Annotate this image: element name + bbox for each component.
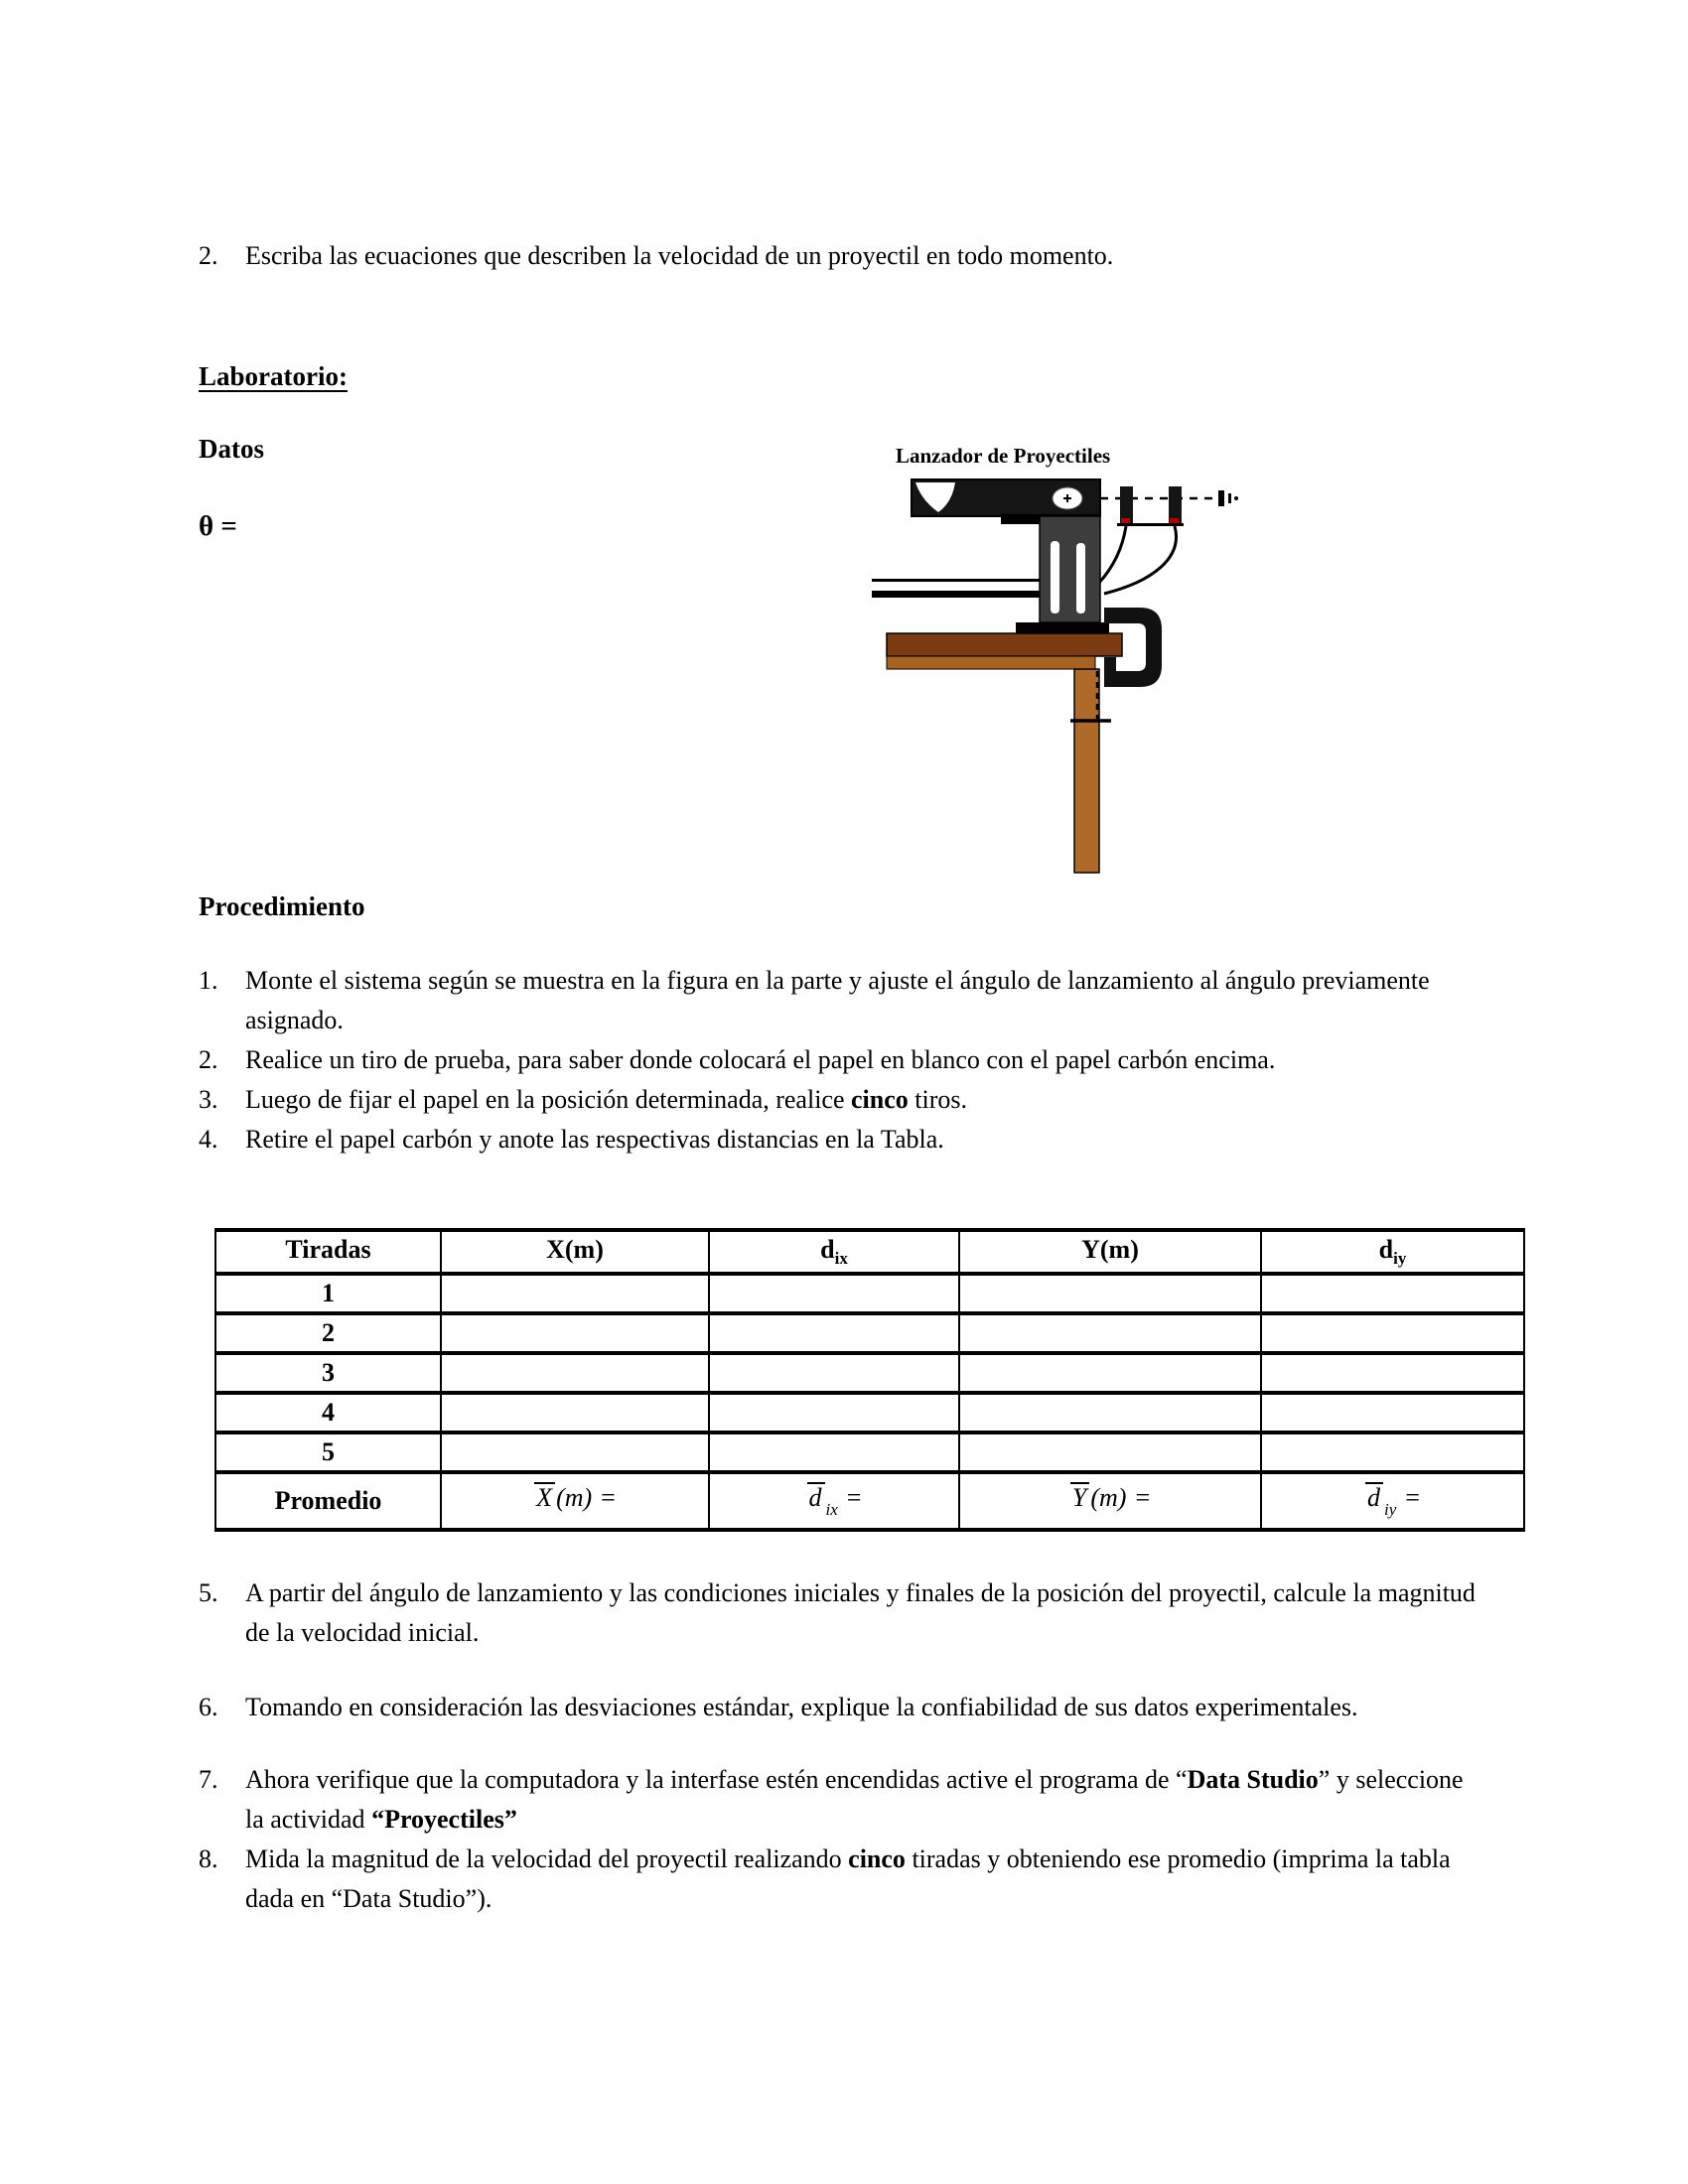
item-text: A partir del ángulo de lanzamiento y las condiciones iniciales y finales de la posición del proyectil, calcule la magnitud de la velocidad inicial.: [245, 1578, 1476, 1647]
analysis-list: [199, 1573, 1484, 1919]
list-item: [199, 1760, 1484, 1840]
support-bracket: [1040, 516, 1100, 622]
list-item: [199, 1573, 1484, 1653]
table-leg: [1074, 669, 1099, 873]
base-plate: [1016, 622, 1109, 633]
table-row-promedio: [215, 1472, 1524, 1530]
item-number: 2.: [199, 1045, 218, 1074]
empty-cell: [441, 1433, 709, 1472]
section-heading-procedimiento: Procedimiento: [199, 891, 365, 921]
list-item: [199, 1080, 1484, 1120]
empty-cell: [959, 1313, 1261, 1353]
formula-cell-diy-mean: d $_{iy}$ =: [1261, 1472, 1524, 1530]
table-row: [215, 1274, 1524, 1313]
empty-cell: [709, 1393, 959, 1433]
row-label: 2: [215, 1313, 441, 1353]
empty-cell: [709, 1433, 959, 1472]
row-label: 3: [215, 1353, 441, 1393]
photogate-wires: [1098, 526, 1177, 594]
item-text: Luego de fijar el papel en la posición determinada, realice cinco tiros.: [245, 1085, 967, 1114]
figure-caption: Lanzador de Proyectiles: [896, 444, 1111, 468]
item-number: 1.: [199, 966, 218, 995]
item-text: Retire el papel carbón y anote las respectivas distancias en la Tabla.: [245, 1125, 944, 1154]
launcher-figure: [864, 444, 1256, 881]
section-heading-laboratorio: Laboratorio:: [199, 361, 348, 391]
empty-cell: [1261, 1393, 1524, 1433]
row-label: 4: [215, 1393, 441, 1433]
empty-cell: [1261, 1274, 1524, 1313]
projectile-icon: [1218, 490, 1238, 506]
item-number: 4.: [199, 1125, 218, 1154]
empty-cell: [959, 1393, 1261, 1433]
formula-cell-ymean: Y (m) =: [959, 1472, 1261, 1530]
empty-cell: [441, 1313, 709, 1353]
table-header-row: [215, 1230, 1524, 1274]
procedure-list: [199, 961, 1484, 1160]
empty-cell: [959, 1353, 1261, 1393]
column-header-tiradas: Tiradas: [215, 1230, 441, 1274]
empty-cell: [1261, 1353, 1524, 1393]
side-rods: [872, 579, 1040, 598]
row-label: 1: [215, 1274, 441, 1313]
empty-cell: [959, 1433, 1261, 1472]
column-header-xm: X(m): [441, 1230, 709, 1274]
section-heading-datos: Datos: [199, 434, 264, 464]
data-table: [214, 1228, 1525, 1532]
item-text: Tomando en consideración las desviaciones estándar, explique la confiabilidad de sus datos experimentales.: [245, 1693, 1358, 1721]
table-top: [887, 633, 1122, 669]
empty-cell: [441, 1393, 709, 1433]
column-header-diy: $d_{iy}$: [1261, 1230, 1524, 1274]
item-number: 8.: [199, 1844, 218, 1873]
item-number: 6.: [199, 1693, 218, 1721]
empty-cell: [959, 1274, 1261, 1313]
empty-cell: [709, 1313, 959, 1353]
empty-cell: [441, 1353, 709, 1393]
list-item: [199, 1688, 1484, 1727]
theta-field-label: θ =: [199, 510, 237, 542]
photogate-posts: [1117, 486, 1184, 526]
list-item: [199, 1120, 1484, 1160]
empty-cell: [1261, 1433, 1524, 1472]
table-row: [215, 1433, 1524, 1472]
item-text: Monte el sistema según se muestra en la figura en la parte y ajuste el ángulo de lanzamiento al ángulo previamente asignado.: [245, 966, 1430, 1034]
empty-cell: [709, 1353, 959, 1393]
empty-cell: [709, 1274, 959, 1313]
empty-cell: [1261, 1313, 1524, 1353]
formula-cell-xmean: X (m) =: [441, 1472, 709, 1530]
table-row: [215, 1393, 1524, 1433]
list-item: [199, 961, 1484, 1040]
item-number: 3.: [199, 1085, 218, 1114]
list-item: [199, 1840, 1484, 1919]
item-text: Escriba las ecuaciones que describen la velocidad de un proyectil en todo momento.: [245, 241, 1114, 270]
table-row: [215, 1353, 1524, 1393]
empty-cell: [441, 1274, 709, 1313]
row-label: Promedio: [215, 1472, 441, 1530]
item-number: 7.: [199, 1765, 218, 1794]
column-header-dix: $d_{ix}$: [709, 1230, 959, 1274]
item-text: Mida la magnitud de la velocidad del proyectil realizando cinco tiradas y obteniendo ese promedio (imprima la tabla dada en “Data Studio”).: [245, 1844, 1451, 1913]
list-item: [199, 1040, 1484, 1080]
projectile-launcher-diagram: [864, 472, 1256, 881]
table-row: [215, 1313, 1524, 1353]
formula-cell-dix-mean: d $_{ix}$ =: [709, 1472, 959, 1530]
column-header-ym: Y(m): [959, 1230, 1261, 1274]
intro-question: [199, 236, 1479, 276]
row-label: 5: [215, 1433, 441, 1472]
item-number: 5.: [199, 1578, 218, 1607]
list-item: [199, 236, 1479, 276]
item-text: Realice un tiro de prueba, para saber donde colocará el papel en blanco con el papel carbón encima.: [245, 1045, 1276, 1074]
item-text: Ahora verifique que la computadora y la interfase estén encendidas active el programa de “Data Studio” y seleccione la actividad “Proyectiles”: [245, 1765, 1464, 1834]
item-number: 2.: [199, 241, 218, 270]
